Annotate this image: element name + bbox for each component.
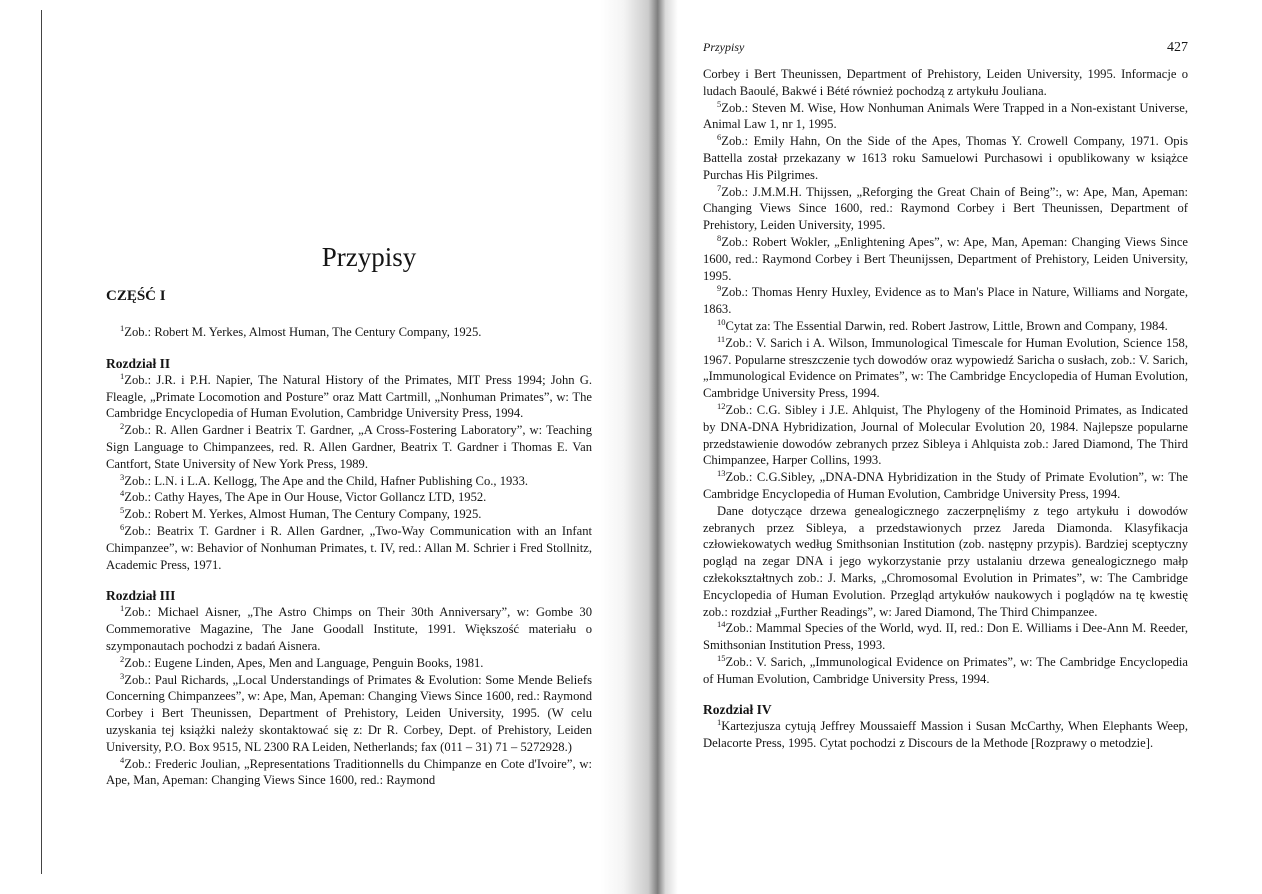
footnote-text: Zob.: Robert Wokler, „Enlightening Apes”, w: Ape, Man, Apeman: Changing Views Since 1600, red.: Raymond Corbey i Bert Theunijssen, Department of Prehistory, Leiden University, 1995. [703,234,1188,283]
footnote-number: 3 [120,471,125,482]
footnote-text: Zob.: Frederic Joulian, „Representations Traditionnells du Chimpanze en Cote d'Ivoire”, w: Ape, Man, Apeman: Changing Views Since 1600, red.: Raymond [106,756,592,788]
footnote-text: Zob.: V. Sarich, „Immunological Evidence on Primates”, w: The Cambridge Encyclopedia of Human Evolution, Cambridge University Press, 1994. [703,654,1188,686]
footnote [703,620,1188,654]
footnote-text: Zob.: Cathy Hayes, The Ape in Our House, Victor Gollancz LTD, 1952. [124,490,487,505]
footnote [703,284,1188,318]
page-number: 427 [1167,40,1188,55]
footnote [106,523,592,573]
footnote-text: Zob.: J.M.M.H. Thijssen, „Reforging the Great Chain of Being”:, w: Ape, Man, Apeman: Changing Views Since 1600, red.: Raymond Corbey i Bert Theunissen, Department of Prehistory, Leiden University, 1995. [703,184,1188,233]
footnote-number: 12 [717,400,726,411]
footnote-number: 15 [717,652,726,663]
footnote-text: Zob.: Paul Richards, „Local Understandings of Primates & Evolution: Some Mende Beliefs Concerning Chimpanzees”, w: Ape, Man, Apeman: Changing Views Since 1600, red.: Raymond Corbey i Bert Theunissen, Department of Prehistory, Leiden University, 1995. (W celu uzyskania tej książki należy skontaktować się z: Dr R. Corbey, Dept. of Prehistory, Leiden University, P.O. Box 9515, NL 2300 RA Leiden, Netherlands; fax (011 – 31) 71 – 5272928.) [106,672,592,754]
footnote-text: Zob.: V. Sarich i A. Wilson, Immunological Timescale for Human Evolution, Science 158, 1967. Popularne streszczenie tych dowodów oraz wypowiedź Saricha o susłach, zob.: V. Sarich, „Immunological Evidence on Primates”, w: The Cambridge Encyclopedia of Human Evolution, Cambridge University Press, 1994. [703,335,1188,401]
footnote [106,655,592,672]
footnote-text: Zob.: Michael Aisner, „The Astro Chimps on Their 30th Anniversary”, w: Gombe 30 Commemorative Magazine, The Jane Goodall Institute, 1991. Większość materiału o szymponautach pochodzi z badań Aisnera. [106,605,592,653]
footnote-number: 6 [717,132,722,142]
footnote-number: 3 [120,670,125,681]
footnote-number: 14 [717,619,726,630]
footnote-number: 6 [120,521,125,532]
footnote [106,604,592,654]
footnote-text: Zob.: Emily Hahn, On the Side of the Apes, Thomas Y. Crowell Company, 1971. Opis Battella został przekazany w 1613 roku Samuelowi Purchasowi i opublikowany w książce Purchas His Pilgrimes. [703,134,1188,182]
footnote-number: 4 [120,754,125,765]
footnote [703,402,1188,469]
footnote-text: Zob.: Robert M. Yerkes, Almost Human, The Century Company, 1925. [124,507,482,522]
footnote-number: 5 [717,98,722,109]
footnote [703,133,1188,183]
footnote [106,372,592,422]
footnote [703,318,1188,335]
section-heading: Rozdział III [106,588,176,604]
footnote [106,473,592,490]
footnote-text: Zob.: Eugene Linden, Apes, Men and Language, Penguin Books, 1981. [124,655,484,670]
footnote-number: 2 [120,653,125,664]
footnote-text: Zob.: J.R. i P.H. Napier, The Natural History of the Primates, MIT Press 1994; John G. Fleagle, „Primate Locomotion and Posture” oraz Matt Cartmill, „Nonhuman Primates”, w: The Cambridge Encyclopedia of Human Evolution, Cambridge University Press, 1994. [106,372,592,421]
footnote-text: Zob.: C.G.Sibley, „DNA-DNA Hybridization in the Study of Primate Evolution”, w: The Cambridge Encyclopedia of Human Evolution, Cambridge University Press, 1994. [703,470,1188,501]
section-heading: Rozdział II [106,355,171,371]
footnote-continuation: Corbey i Bert Theunissen, Department of Prehistory, Leiden University, 1995. Informacje o ludach Baoulé, Bakwé i Bété również pochodzą z artykułu Jouliana. [703,67,1188,98]
footnote-text: Kartezjusza cytują Jeffrey Moussaieff Massion i Susan McCarthy, When Elephants Weep, Delacorte Press, 1995. Cytat pochodzi z Discours de la Methode [Rozprawy o metodzie]. [703,719,1188,751]
footnote-number: 1 [120,370,125,381]
footnote-text: Zob.: L.N. i L.A. Kellogg, The Ape and the Child, Hafner Publishing Co., 1933. [124,473,529,488]
footnote-number: 13 [717,467,726,478]
footnote-number: 2 [120,421,125,431]
footnote-number: 5 [120,504,125,515]
footnote [106,422,592,472]
footnote-text: Zob.: C.G. Sibley i J.E. Ahlquist, The Phylogeny of the Hominoid Primates, as Indicated by DNA-DNA Hybridization, Journal of Molecular Evolution 20, 1984. Najlepsze popularne przedstawienie dowodów zebranych przez Sibleya i Ahlquista zob.: Jared Diamond, The Third Chimpanzee, Harper Collins, 1993. [703,402,1188,468]
body-paragraph: Dane dotyczące drzewa genealogicznego zaczerpnęliśmy z tego artykułu i dowodów zebranych przez Sibleya, a przedstawionych przez Jareda Diamonda. Klasyfikacja człowiekowatych według Smithsonian Institution (zob. następny przypis). Bardziej sceptyczny pogląd na zegar DNA i jego wykorzystanie przy ustalaniu drzewa genealogicznego małp człekokształtnych zob.: J. Marks, „Chromosomal Evolution in Primates”, w: The Cambridge Encyclopedia of Human Evolution. Przegląd artykułów naukowych i poglądów na tę kwestię zob.: rozdział „Further Readings”, w: Jared Diamond, The Third Chimpanzee. [703,503,1188,619]
footnote [703,335,1188,402]
footnote-text: Cytat za: The Essential Darwin, red. Robert Jastrow, Little, Brown and Company, 1984. [725,318,1168,333]
footnote [703,184,1188,234]
footnote-number: 9 [717,283,722,294]
footnote-text: Zob.: Mammal Species of the World, wyd. II, red.: Don E. Williams i Dee-Ann M. Reeder, Smithsonian Institution Press, 1993. [703,621,1188,653]
footnote-number: 11 [717,333,726,344]
section-heading: Rozdział IV [703,702,772,718]
footnote-number: 7 [717,182,722,193]
running-header [703,40,1188,56]
footnote [106,506,592,523]
footnote-text: Zob.: Thomas Henry Huxley, Evidence as to Man's Place in Nature, Williams and Norgate, 1863. [703,285,1188,317]
footnote [106,324,592,341]
footnote-text: Zob.: R. Allen Gardner i Beatrix T. Gardner, „A Cross-Fostering Laboratory”, w: Teaching Sign Language to Chimpanzees, red. R. Allen Gardner, Beatrix T. Gardner i Thomas E. Van Cantfort, State University of New York Press, 1989. [106,423,592,471]
footnote-number: 1 [120,322,125,333]
part-heading: CZĘŚĆ I [106,288,166,304]
footnote-number: 10 [717,316,726,327]
book-gutter-shadow [600,0,678,894]
footnote [703,100,1188,134]
footnote-number: 1 [120,603,125,614]
footnote [703,654,1188,688]
footnote [106,672,592,756]
running-title: Przypisy [703,40,745,54]
footnote [106,489,592,506]
right-page [703,40,1188,752]
left-page [106,240,592,789]
footnote [703,234,1188,284]
footnote-number: 1 [717,717,722,728]
footnote-number: 4 [120,488,125,499]
footnote-text: Zob.: Beatrix T. Gardner i R. Allen Gardner, „Two-Way Communication with an Infant Chimpanzee”, w: Behavior of Nonhuman Primates, t. IV, red.: Allan M. Schrier i Fred Stollnitz, Academic Press, 1971. [106,523,592,572]
footnote-number: 8 [717,232,722,243]
footnote [703,469,1188,503]
chapter-title: Przypisy [321,242,417,272]
footnote [106,756,592,790]
page-edge-line [41,10,42,874]
footnote [703,718,1188,752]
footnote-text: Zob.: Robert M. Yerkes, Almost Human, The Century Company, 1925. [124,325,482,339]
footnote-text: Zob.: Steven M. Wise, How Nonhuman Animals Were Trapped in a Non-existant Universe, Animal Law 1, nr 1, 1995. [703,100,1188,132]
